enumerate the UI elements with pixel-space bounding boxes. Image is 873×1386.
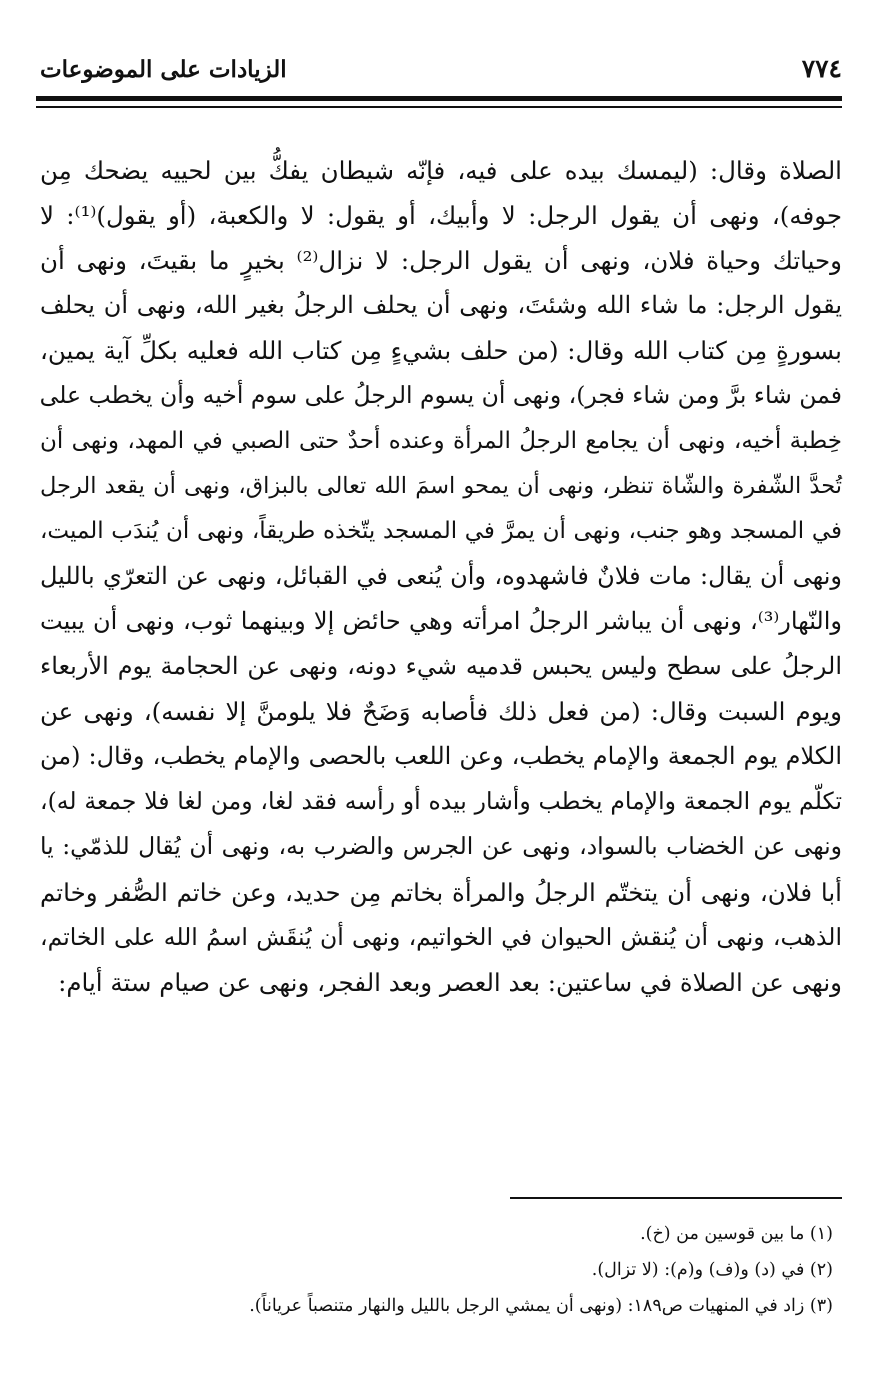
body-line: والنّهار⁽³⁾، ونهى أن يباشر الرجلُ امرأته وهي حائض إلا وبينهما ثوب، ونهى أن يبيت (40, 606, 842, 635)
body-line: الكلام يوم الجمعة والإمام يخطب، وعن اللعب بالحصى والإمام يخطب، وقال: (من (40, 742, 842, 771)
body-line: الصلاة وقال: (ليمسك بيده على فيه، فإنّه شيطان يفكُّ بين لحييه يضحك مِن (40, 156, 842, 185)
footnote-1: (١) ما بين قوسين من (خ). (640, 1224, 833, 1244)
header-rule-thin (36, 106, 842, 108)
body-line: بسورةٍ مِن كتاب الله وقال: (من حلف بشيءٍ مِن كتاب الله فعليه بكلِّ آية يمين، (40, 336, 842, 366)
page-header (40, 50, 842, 90)
body-line: ونهى عن الصلاة في ساعتين: بعد العصر وبعد الفجر، ونهى عن صيام ستة أيام: (58, 967, 842, 997)
running-title: الزيادات على الموضوعات (40, 56, 287, 83)
body-line: وحياتك وحياة فلان، ونهى أن يقول الرجل: لا نزال⁽²⁾ بخيرٍ ما بقيتَ، ونهى أن (40, 246, 843, 276)
body-line: تُحدَّ الشّفرة والشّاة تنظر، ونهى أن يمحو اسمَ الله تعالى بالبزاق، ونهى أن يقعد الرجل (40, 472, 842, 499)
body-line: ونهى أن يقال: مات فلانٌ فاشهدوه، وأن يُنعى في القبائل، ونهى عن التعرّي بالليل (40, 561, 842, 590)
body-line: خِطبة أخيه، ونهى أن يجامع الرجلُ المرأة وعنده أحدٌ حتى الصبي في المهد، ونهى أن (40, 427, 842, 454)
footnote-separator (510, 1197, 842, 1199)
body-line: فمن شاء برَّ ومن شاء فجر)، ونهى أن يسوم الرجلُ على سوم أخيه وأن يخطب على (39, 381, 842, 410)
body-text (40, 148, 842, 1005)
body-line: يقول الرجل: ما شاء الله وشئتَ، ونهى أن يحلف الرجلُ بغير الله، ونهى أن يحلف (40, 291, 842, 320)
page-number: ٧٧٤ (801, 54, 842, 83)
body-line: تكلّم يوم الجمعة والإمام يخطب وأشار بيده أو رأسه فقد لغا، ومن لغا فلا جمعة له)، (40, 787, 842, 816)
footnote-2: (٢) في (د) و(ف) و(م): (لا تزال). (591, 1260, 833, 1280)
body-line: الذهب، ونهى أن يُنقش الحيوان في الخواتيم، ونهى أن يُنقَش اسمُ الله على الخاتم، (40, 922, 842, 951)
footnote-3: (٣) زاد في المنهيات ص١٨٩: (ونهى أن يمشي الرجل بالليل والنهار متنصباً عرياناً). (249, 1296, 833, 1316)
body-line: الرجلُ على سطح وليس يحبس قدميه شيء دونه، ونهى عن الحجامة يوم الأربعاء (40, 652, 842, 681)
footnotes (31, 1216, 833, 1324)
body-line: ويوم السبت وقال: (من فعل ذلك فأصابه وَضَحٌ فلا يلومنَّ إلا نفسه)، ونهى عن (40, 697, 842, 727)
body-line: جوفه)، ونهى أن يقول الرجل: لا وأبيك، أو يقول: لا والكعبة، (أو يقول)⁽¹⁾: لا (40, 201, 842, 231)
body-line: أبا فلان، ونهى أن يتختّم الرجلُ والمرأة بخاتم مِن حديد، وعن خاتم الصُّفر وخاتم (40, 877, 842, 907)
header-rule-thick (36, 96, 842, 101)
body-line: في المسجد وهو جنب، ونهى أن يمرَّ في المسجد يتّخذه طريقاً، ونهى أن يُندَب الميت، (40, 517, 842, 544)
body-line: ونهى عن الخضاب بالسواد، ونهى عن الجرس والضرب به، ونهى أن يُقال للذمّي: يا (40, 832, 842, 861)
